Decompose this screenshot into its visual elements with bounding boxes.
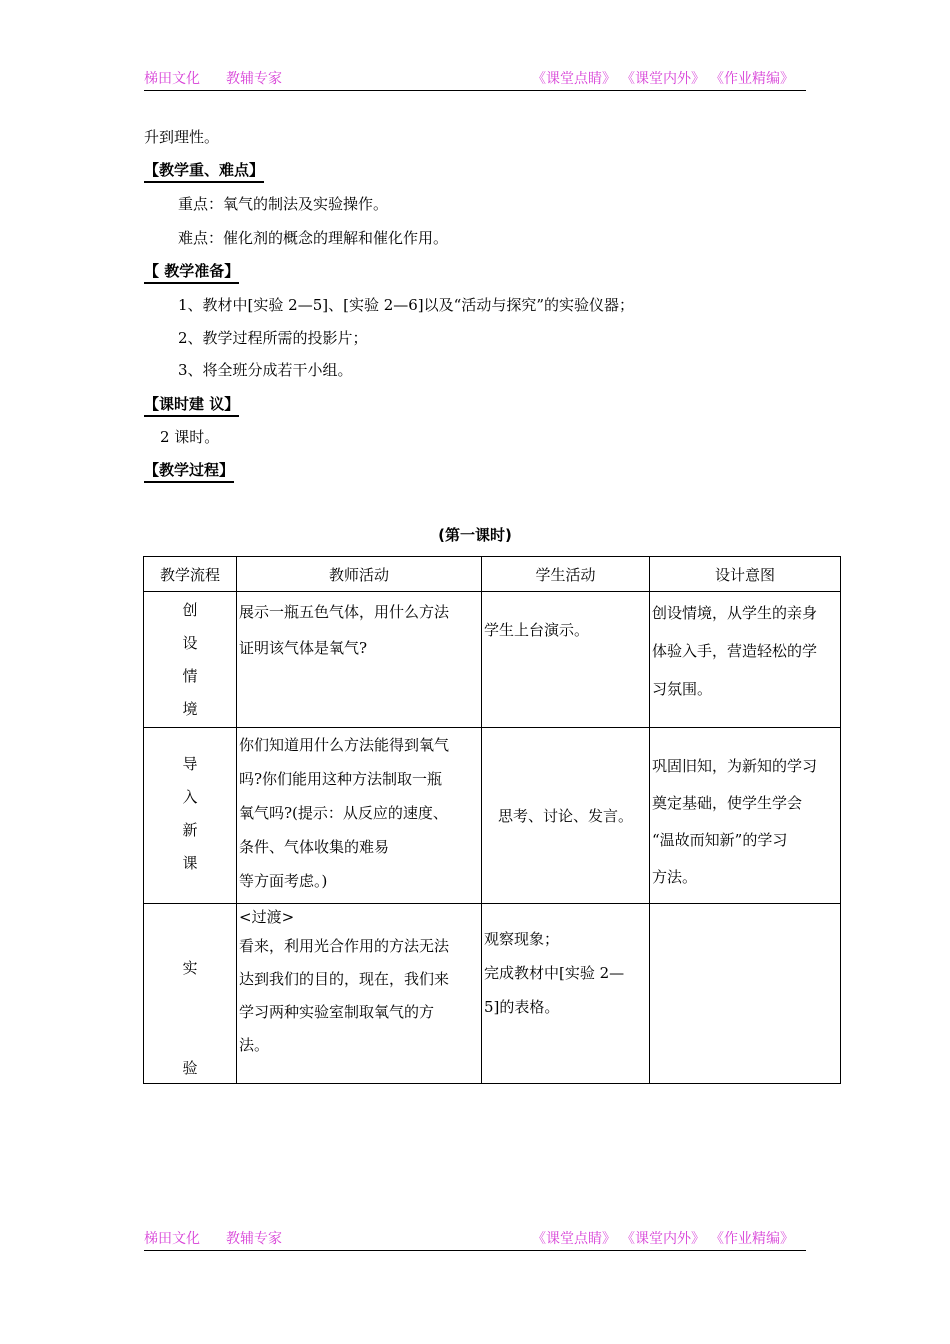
student-activity-cell	[482, 728, 650, 904]
teacher-line: 等方面考虑。)	[239, 872, 328, 890]
teacher-line: 吗?你们能用这种方法制取一瓶	[239, 770, 443, 788]
student-line: 思考、讨论、发言。	[497, 806, 633, 825]
teacher-activity-cell	[237, 904, 482, 1084]
intent-line: 巩固旧知，为新知的学习	[652, 757, 818, 775]
intent-line: 体验入手，营造轻松的学	[652, 642, 818, 660]
flow-char: 入	[182, 788, 198, 806]
table-caption: (第一课时)	[438, 526, 512, 544]
header-tagline: 教辅专家	[226, 71, 282, 87]
intent-line: “温故而知新”的学习	[652, 831, 788, 849]
column-header: 设计意图	[650, 557, 841, 592]
teacher-line: 展示一瓶五色气体，用什么方法	[239, 603, 450, 621]
design-intent-cell	[650, 592, 841, 728]
footer-book-2: 《课堂内外》	[628, 1231, 705, 1247]
section-title-key-points: 【教学重、难点】	[144, 160, 264, 183]
student-activity-cell	[482, 592, 650, 728]
section-title-preparation: 【 教学准备】	[144, 261, 239, 284]
intent-line: 奠定基础，使学生学会	[652, 794, 803, 812]
header-brand: 梯田文化	[144, 71, 200, 87]
teacher-activity-cell	[237, 592, 482, 728]
header-book-3: 《作业精编》	[717, 71, 794, 87]
flow-char: 导	[182, 755, 198, 773]
teacher-line: 达到我们的目的，现在，我们来	[239, 970, 450, 988]
section-title-process: 【教学过程】	[144, 460, 234, 483]
footer-tagline: 教辅专家	[226, 1231, 282, 1247]
student-line: 观察现象；	[484, 930, 560, 948]
teacher-line: 法。	[239, 1036, 270, 1054]
table-row	[144, 592, 841, 728]
header-book-1: 《课堂点睛》	[532, 71, 616, 87]
teacher-line: 证明该气体是氧气?	[239, 639, 368, 657]
teacher-line: <过渡>	[239, 908, 295, 926]
page-footer	[144, 1228, 806, 1251]
intent-line: 方法。	[652, 868, 698, 886]
teacher-activity-cell	[237, 728, 482, 904]
teacher-line: 氧气吗?(提示：从反应的速度、	[239, 804, 448, 822]
table-header-row	[144, 557, 841, 592]
hours-text: 2 课时。	[160, 428, 220, 446]
flow-char: 课	[182, 854, 198, 872]
flow-char: 新	[182, 821, 198, 839]
prep-item-1: 1、教材中[实验 2—5]、[实验 2—6]以及“活动与探究”的实验仪器；	[178, 296, 635, 314]
page-header	[144, 68, 806, 91]
student-line: 5]的表格。	[484, 998, 560, 1016]
design-intent-cell	[650, 728, 841, 904]
prep-item-2: 2、教学过程所需的投影片；	[178, 329, 368, 347]
teacher-line: 看来，利用光合作用的方法无法	[239, 937, 450, 955]
design-intent-cell	[650, 904, 841, 1084]
footer-book-3: 《作业精编》	[717, 1231, 794, 1247]
table-row	[144, 904, 841, 1084]
header-book-2: 《课堂内外》	[628, 71, 705, 87]
intent-line: 创设情境，从学生的亲身	[652, 604, 818, 622]
teacher-line: 条件、气体收集的难易	[239, 838, 390, 856]
footer-brand: 梯田文化	[144, 1231, 200, 1247]
column-header: 学生活动	[482, 557, 650, 592]
flow-char: 设	[182, 634, 198, 652]
flow-cell	[144, 904, 237, 1084]
flow-char: 境	[182, 700, 198, 718]
column-header: 教师活动	[237, 557, 482, 592]
lesson-table	[143, 556, 841, 1084]
student-activity-cell	[482, 904, 650, 1084]
intro-line: 升到理性。	[144, 128, 220, 146]
column-header: 教学流程	[144, 557, 237, 592]
flow-char: 验	[182, 1059, 198, 1077]
key-point-item: 重点：氧气的制法及实验操作。	[178, 195, 389, 213]
difficulty-item: 难点：催化剂的概念的理解和催化作用。	[178, 229, 449, 247]
footer-book-1: 《课堂点睛》	[532, 1231, 616, 1247]
flow-cell	[144, 728, 237, 904]
prep-item-3: 3、将全班分成若干小组。	[178, 361, 353, 379]
teacher-line: 学习两种实验室制取氧气的方	[239, 1003, 435, 1021]
section-title-hours: 【课时建 议】	[144, 394, 239, 417]
teacher-line: 你们知道用什么方法能得到氧气	[239, 736, 450, 754]
student-line: 完成教材中[实验 2—	[484, 964, 625, 982]
flow-cell	[144, 592, 237, 728]
intent-line: 习氛围。	[652, 680, 713, 698]
flow-char: 创	[182, 601, 198, 619]
student-line: 学生上台演示。	[484, 621, 590, 639]
table-row	[144, 728, 841, 904]
flow-char: 情	[182, 667, 198, 685]
flow-char: 实	[182, 959, 198, 977]
